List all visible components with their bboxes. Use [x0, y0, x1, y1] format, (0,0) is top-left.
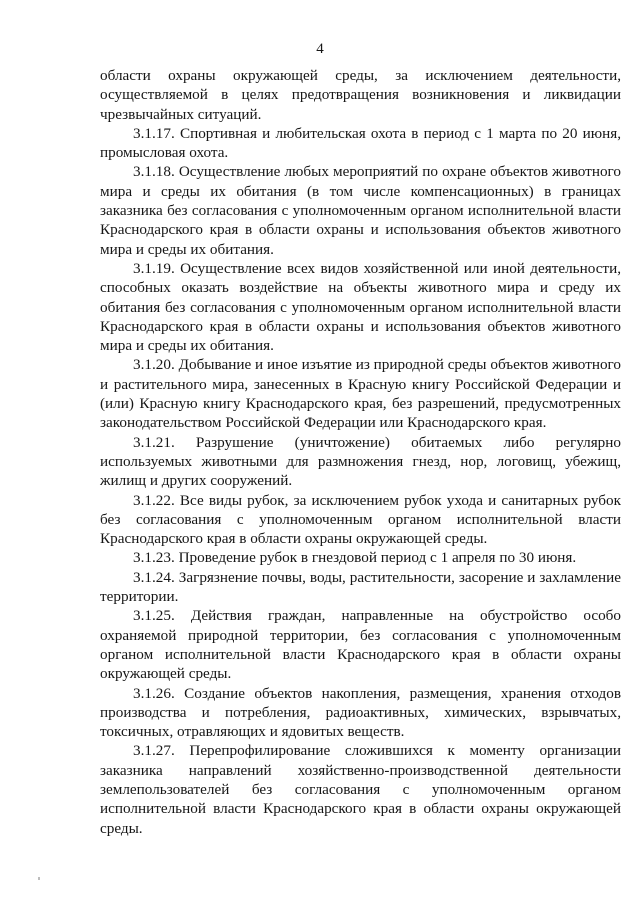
paragraph-continuation: области охраны окружающей среды, за исключением деятельности, осуществляемой в целях предотвращения возникновения и ликвидации чрезвычайных ситуаций. [100, 67, 621, 123]
clause-3-1-19: 3.1.19. Осуществление всех видов хозяйственной или иной деятельности, способных оказать воздействие на объекты животного мира и среду их обитания без согласования с уполномоченным органом исполнительной власти Краснодарского края в области охраны и использования объектов животного мира и среды их обитания. [100, 259, 621, 355]
clause-3-1-26: 3.1.26. Создание объектов накопления, размещения, хранения отходов производства и потребления, радиоактивных, химических, взрывчатых, токсичных, отравляющих и ядовитых веществ. [100, 684, 621, 741]
clause-3-1-18: 3.1.18. Осуществление любых мероприятий по охране объектов животного мира и среды их обитания (в том числе компенсационных) в границах заказника без согласования с уполномоченным органом исполнительной власти Краснодарского края в области охраны и использования объектов животного мира и среды их обитания. [100, 163, 621, 258]
clause-3-1-24: 3.1.24. Загрязнение почвы, воды, растительности, засорение и захламление территории. [100, 568, 621, 606]
scan-speck [38, 877, 40, 880]
clause-3-1-21: 3.1.21. Разрушение (уничтожение) обитаемых либо регулярно используемых животными для размножения гнезд, нор, логовищ, убежищ, жилищ и других сооружений. [100, 433, 621, 490]
clause-3-1-23: 3.1.23. Проведение рубок в гнездовой период с 1 апреля по 30 июня. [133, 549, 577, 567]
clause-3-1-17: 3.1.17. Спортивная и любительская охота в период с 1 марта по 20 июня, промысловая охота. [100, 124, 621, 162]
clause-3-1-25: 3.1.25. Действия граждан, направленные на обустройство особо охраняемой природной территории, без согласования с уполномоченным органом исполнительной власти Краснодарского края в области охраны окружающей среды. [100, 607, 621, 683]
document-body [100, 66, 621, 838]
clause-3-1-27: 3.1.27. Перепрофилирование сложившихся к моменту организации заказника направлений хозяйственно-производственной деятельности землепользователей без согласования с уполномоченным органом исполнительной власти Краснодарского края в области охраны окружающей среды. [100, 742, 621, 837]
clause-3-1-22: 3.1.22. Все виды рубок, за исключением рубок ухода и санитарных рубок без согласования с уполномоченным органом исполнительной власти Краснодарского края в области охраны окружающей среды. [100, 491, 621, 548]
page-number: 4 [316, 41, 324, 57]
clause-3-1-20: 3.1.20. Добывание и иное изъятие из природной среды объектов животного и растительного мира, занесенных в Красную книгу Российской Федерации и (или) Красную книгу Краснодарского края, без разрешений, предусмотренных законодательством Российской Федерации или Краснодарского края. [100, 356, 621, 432]
